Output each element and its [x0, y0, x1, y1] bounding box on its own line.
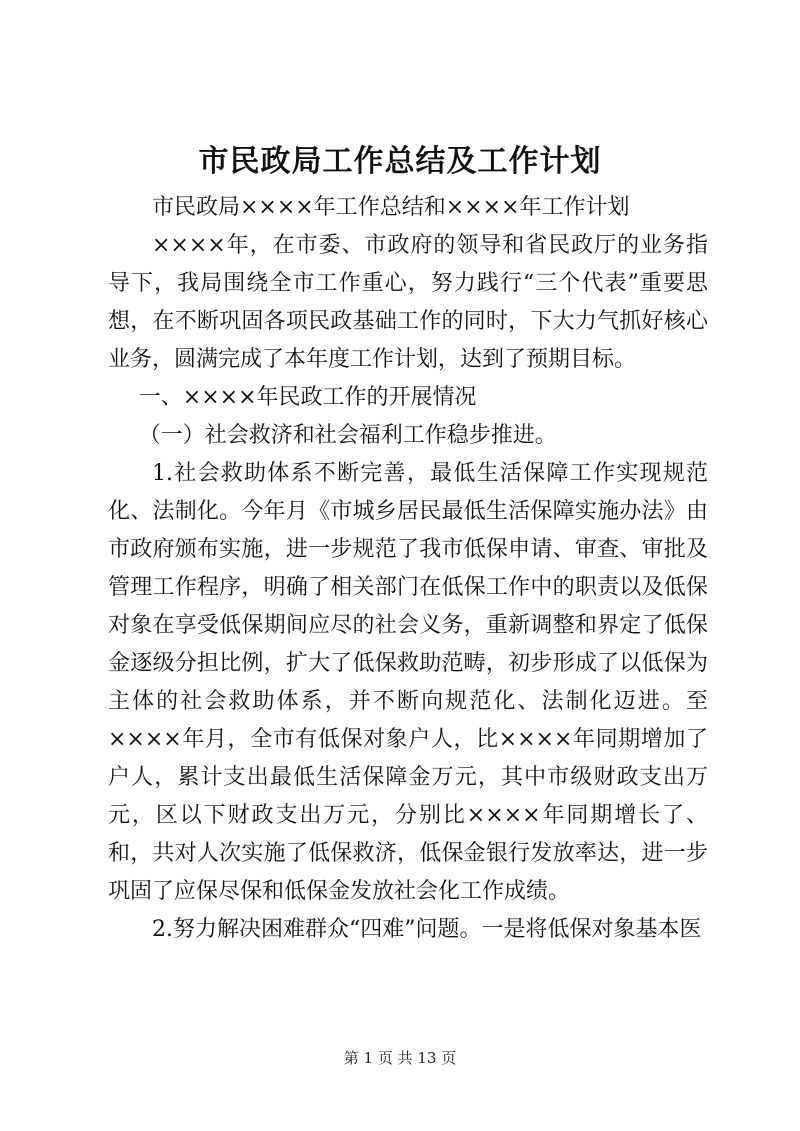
paragraph-item-1: 1.社会救助体系不断完善，最低生活保障工作实现规范化、法制化。今年月《市城乡居民最低生活保障实施办法》由市政府颁布实施，进一步规范了我市低保申请、审查、审批及管理工作程序，明确了相关部门在低保工作中的职责以及低保对象在享受低保期间应尽的社会义务，重新调整和界定了低保金逐级分担比例，扩大了低保救助范畴，初步形成了以低保为主体的社会救助体系，并不断向规范化、法制化迈进。至××××年月，全市有低保对象户人，比××××年同期增加了户人，累计支出最低生活保障金万元，其中市级财政支出万元，区以下财政支出万元，分别比××××年同期增长了、和，共对人次实施了低保救济，低保金银行发放率达，进一步巩固了应保尽保和低保金发放社会化工作成绩。 — [108, 461, 708, 904]
paragraph-subtitle: 市民政局××××年工作总结和××××年工作计划 — [152, 195, 630, 220]
document-title: 市民政局工作总结及工作计划 — [198, 144, 602, 179]
section-heading: 一、××××年民政工作的开展情况 — [138, 385, 477, 410]
paragraph-item-2: 2.努力解决困难群众“四难”问题。一是将低保对象基本医 — [152, 917, 702, 942]
subsection-heading: （一）社会救济和社会福利工作稳步推进。 — [138, 423, 557, 448]
document-body — [108, 189, 708, 949]
paragraph-intro: ××××年，在市委、市政府的领导和省民政厅的业务指导下，我局围绕全市工作重心，努力践行“三个代表”重要思想，在不断巩固各项民政基础工作的同时，下大力气抓好核心业务，圆满完成了本年度工作计划，达到了预期目标。 — [108, 233, 708, 372]
page-number-footer: 第 1 页 共 13 页 — [343, 1049, 457, 1067]
